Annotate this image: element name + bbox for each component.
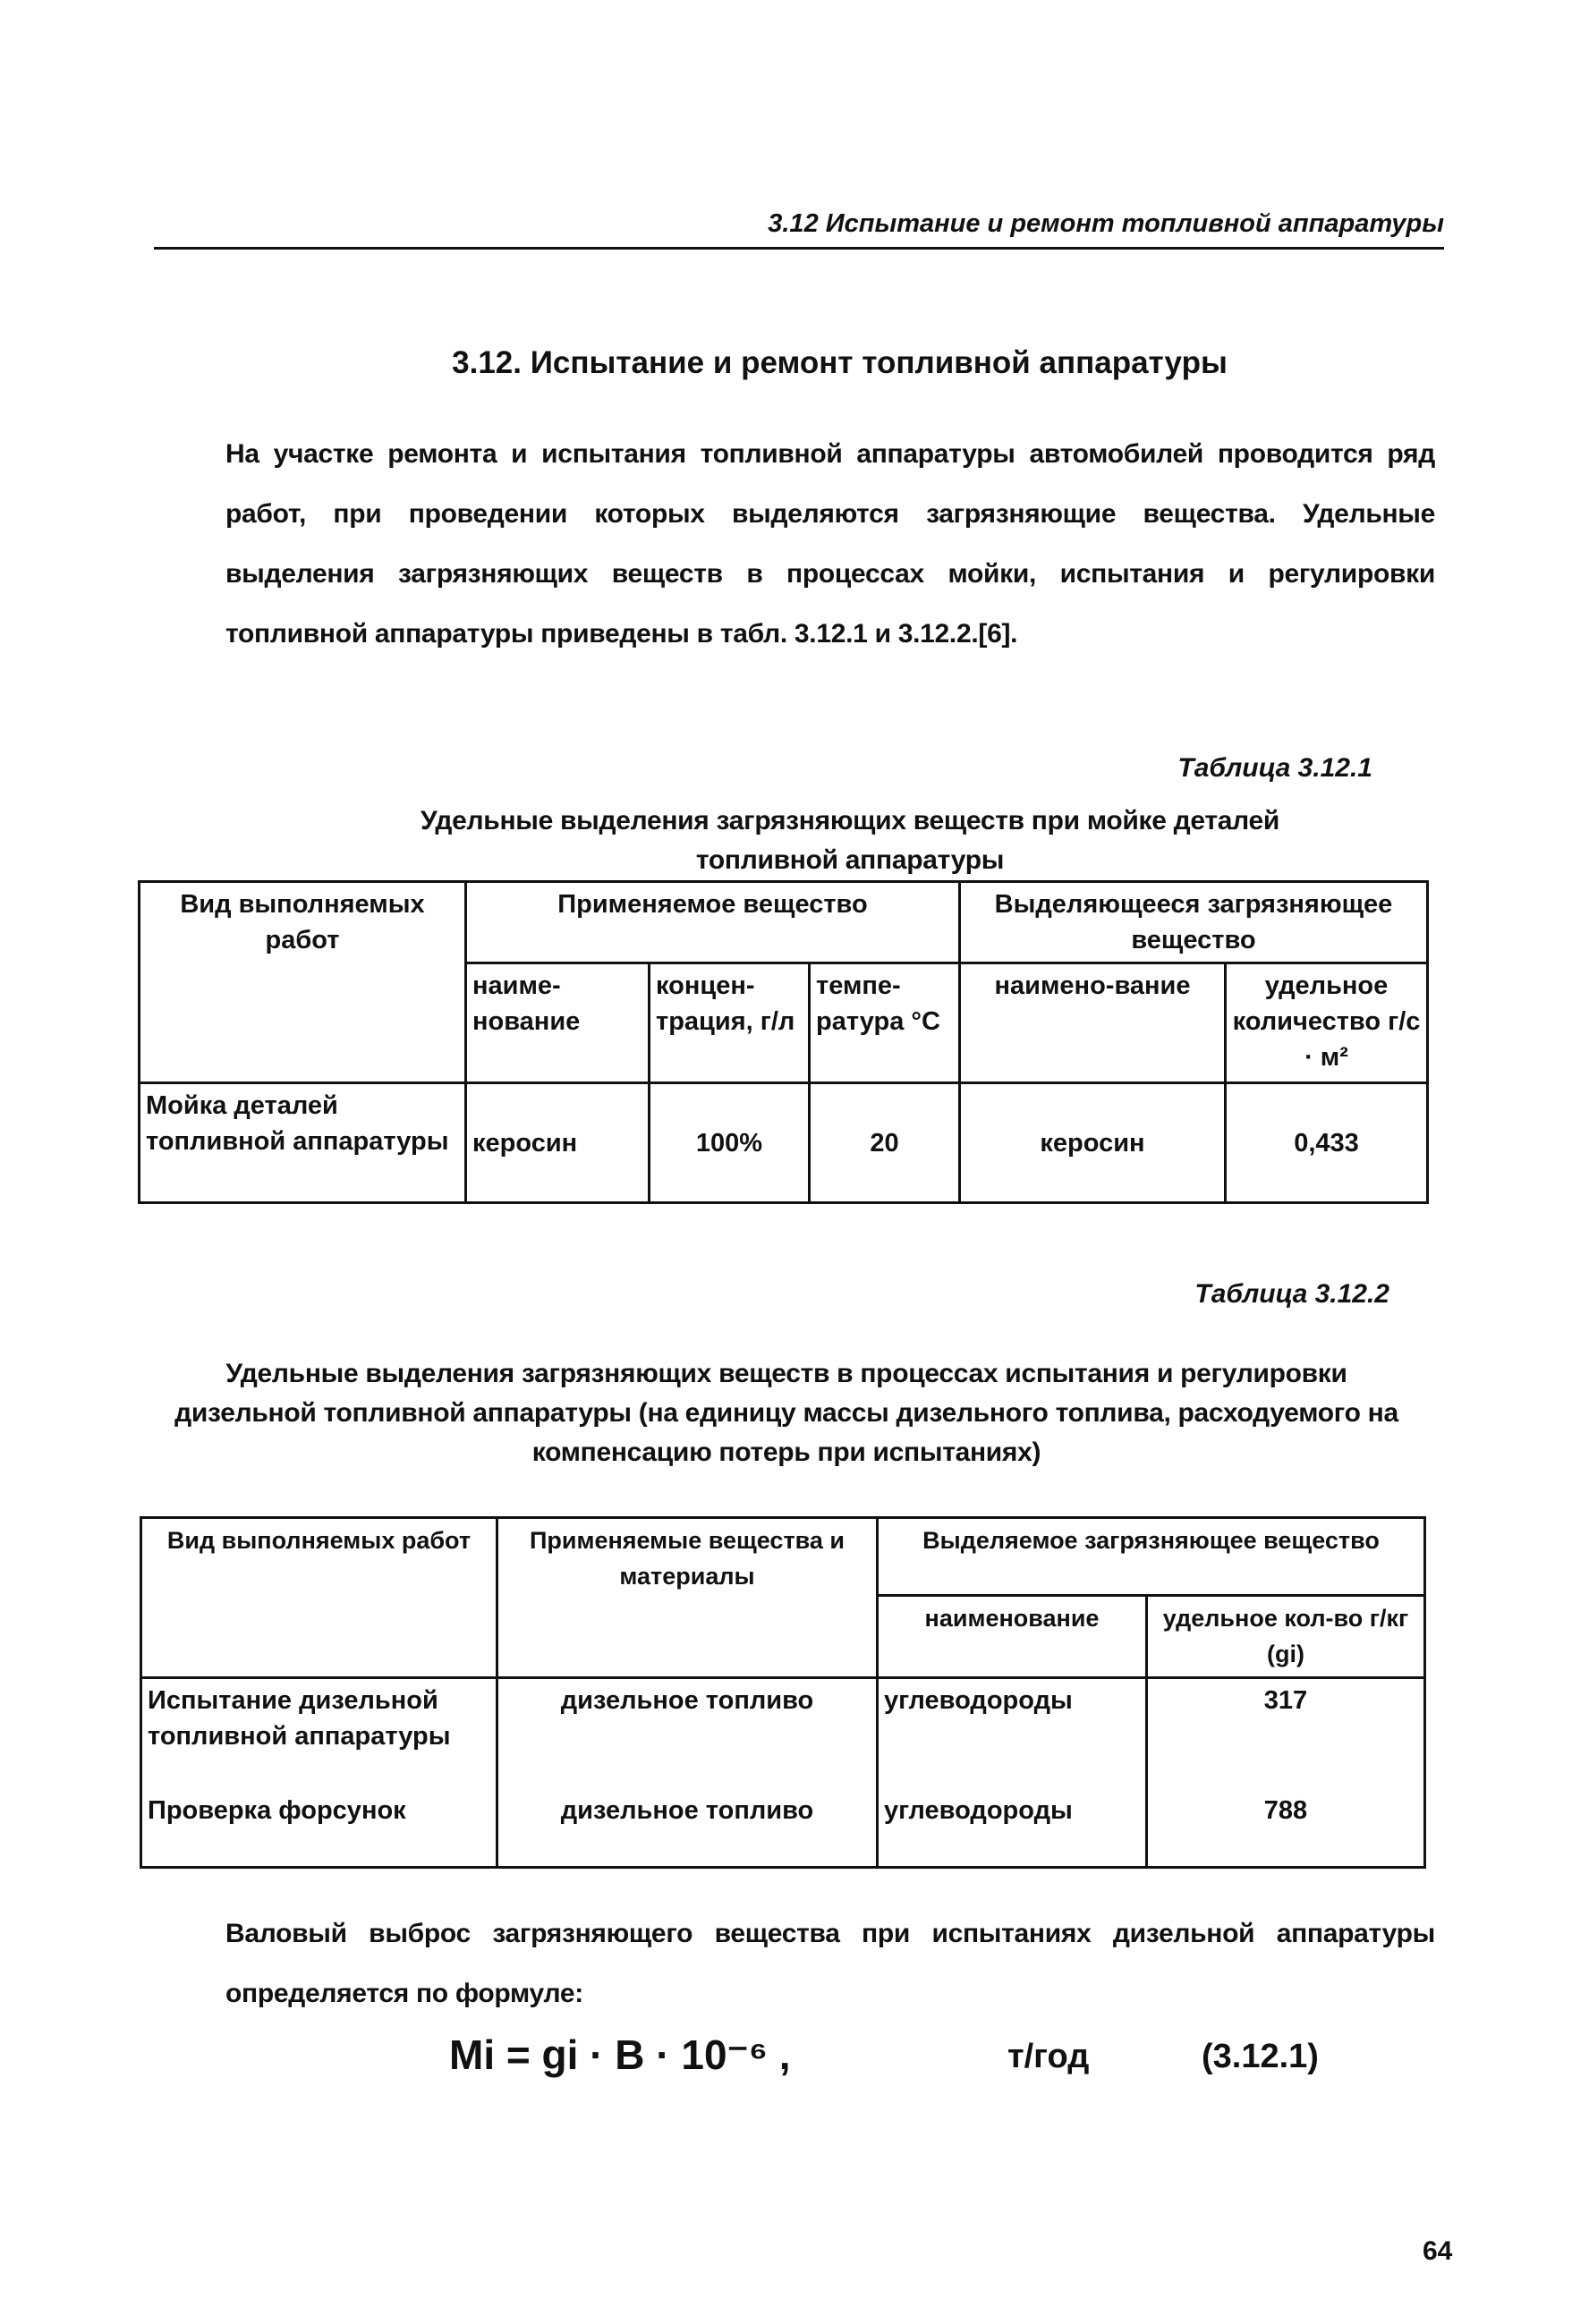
- t1-amount: 0,433: [1226, 1083, 1428, 1203]
- t1-name: керосин: [466, 1083, 650, 1203]
- t1-header-emitted-name: наимено-вание: [960, 963, 1226, 1083]
- t2-name: углеводороды: [878, 1678, 1147, 1789]
- t1-temperature: 20: [810, 1083, 960, 1203]
- table-row: [140, 1083, 1428, 1203]
- formula-unit: т/год: [1007, 2038, 1090, 2075]
- table-row: [141, 1789, 1425, 1868]
- formula-number: (3.12.1): [1202, 2038, 1319, 2075]
- t2-amount: 788: [1147, 1789, 1425, 1868]
- intro-paragraph: [154, 424, 1435, 664]
- t2-material: дизельное топливо: [497, 1789, 878, 1868]
- intro-text: На участке ремонта и испытания топливной аппаратуры автомобилей проводится ряд работ, при проведении которых выделяются загрязняющие вещества. Удельные выделения загрязняющих веществ в процессах мойки, испытания и регулировки топливной аппаратуры приведены в табл. 3.12.1 и 3.12.2.[6].: [225, 439, 1435, 649]
- t1-header-concentration: концен-трация, г/л: [650, 963, 810, 1083]
- table1-caption-line1: Удельные выделения загрязняющих веществ при мойке деталей: [420, 806, 1280, 835]
- header-rule: [154, 247, 1444, 250]
- table1-caption: [268, 802, 1432, 880]
- table-row: [141, 1678, 1425, 1789]
- table1-caption-line2: топливной аппаратуры: [695, 845, 1005, 875]
- formula-intro-text: Валовый выброс загрязняющего вещества при испытаниях дизельной аппаратуры определяется по формуле:: [225, 1919, 1435, 2008]
- t2-header-work: Вид выполняемых работ: [141, 1518, 497, 1678]
- t1-work: Мойка деталей топливной аппаратуры: [140, 1083, 466, 1203]
- t1-header-emitted: Выделяющееся загрязняющее вещество: [960, 882, 1428, 963]
- running-header: 3.12 Испытание и ремонт топливной аппаратуры: [768, 209, 1444, 238]
- t1-header-work: Вид выполняемых работ: [140, 882, 466, 1083]
- t2-header-materials: Применяемые вещества и материалы: [497, 1518, 878, 1678]
- t1-header-name: наиме-нование: [466, 963, 650, 1083]
- section-title: 3.12. Испытание и ремонт топливной аппаратуры: [452, 345, 1228, 380]
- t1-header-amount: удельное количество г/с · м²: [1226, 963, 1428, 1083]
- t2-work: Испытание дизельной топливной аппаратуры: [141, 1678, 497, 1789]
- t2-header-name: наименование: [878, 1596, 1147, 1678]
- t2-header-emitted: Выделяемое загрязняющее вещество: [878, 1518, 1425, 1596]
- t2-work: Проверка форсунок: [141, 1789, 497, 1868]
- t1-header-temperature: темпе-ратура °С: [810, 963, 960, 1083]
- t2-header-amount: удельное кол-во г/кг (gi): [1147, 1596, 1425, 1678]
- formula-intro: [154, 1904, 1435, 2023]
- table1: [138, 880, 1429, 1204]
- t2-material: дизельное топливо: [497, 1678, 878, 1789]
- table2-label: Таблица 3.12.2: [1194, 1279, 1389, 1309]
- t2-name: углеводороды: [878, 1789, 1147, 1868]
- t1-concentration: 100%: [650, 1083, 810, 1203]
- table2: [140, 1516, 1426, 1869]
- t1-emitted-name: керосин: [960, 1083, 1226, 1203]
- t1-header-applied: Применяемое вещество: [466, 882, 960, 963]
- t2-amount: 317: [1147, 1678, 1425, 1789]
- page-number: 64: [1423, 2236, 1453, 2266]
- table2-caption: Удельные выделения загрязняющих веществ в процессах испытания и регулировки дизельной топливной аппаратуры (на единицу массы дизельного топлива, расходуемого на компенсацию потерь при испытаниях): [174, 1359, 1398, 1467]
- table1-label: Таблица 3.12.1: [1177, 753, 1372, 783]
- formula-expression: Mi = gi · B · 10⁻⁶ ,: [449, 2031, 791, 2078]
